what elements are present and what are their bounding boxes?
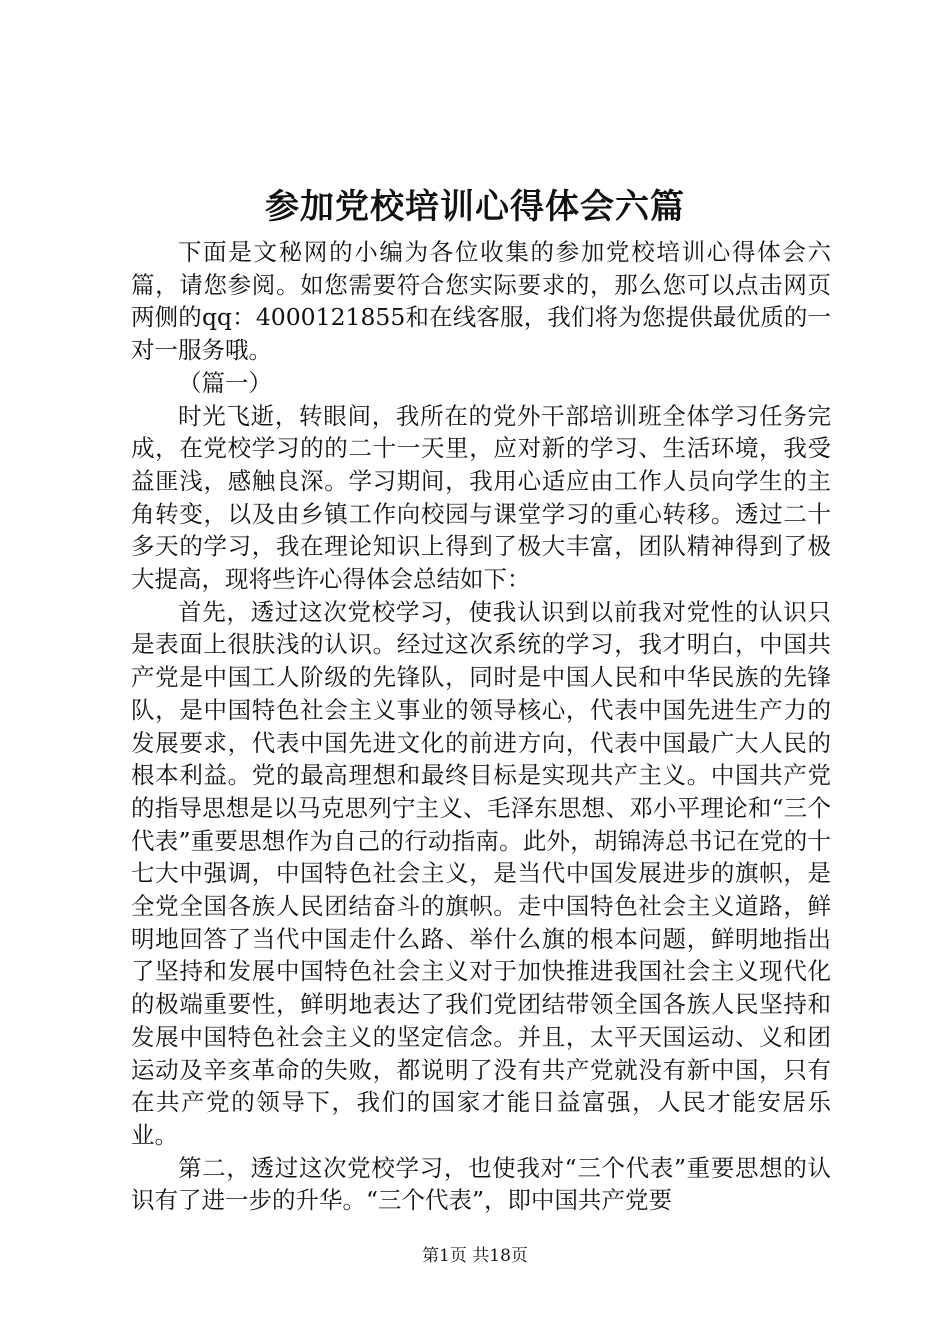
paragraph: 首先，透过这次党校学习，使我认识到以前我对党性的认识只是表面上很肤浅的认识。经过这次系统的学习，我才明白，中国共产党是中国工人阶级的先锋队，同时是中国人民和中华民族的先锋队，是中国特色社会主义事业的领导核心，代表中国先进生产力的发展要求，代表中国先进文化的前进方向，代表中国最广大人民的根本利益。党的最高理想和最终目标是实现共产主义。中国共产党的指导思想是以马克思列宁主义、毛泽东思想、邓小平理论和“三个代表”重要思想作为自己的行动指南。此外，胡锦涛总书记在党的十七大中强调，中国特色社会主义，是当代中国发展进步的旗帜，是全党全国各族人民团结奋斗的旗帜。走中国特色社会主义道路，鲜明地回答了当代中国走什么路、举什么旗的根本问题，鲜明地指出了坚持和发展中国特色社会主义对于加快推进我国社会主义现代化的极端重要性，鲜明地表达了我们党团结带领全国各族人民坚持和发展中国特色社会主义的坚定信念。并且，太平天国运动、义和团运动及辛亥革命的失败，都说明了没有共产党就没有新中国，只有在共产党的领导下，我们的国家才能日益富强，人民才能安居乐业。: [131, 597, 831, 1149]
document-body: [131, 236, 831, 1217]
paragraph: 第二，透过这次党校学习，也使我对“三个代表”重要思想的认识有了进一步的升华。“三个代表”，即中国共产党要: [131, 1153, 831, 1215]
page-number-footer: 第1页 共18页: [422, 1246, 528, 1266]
paragraph: 时光飞逝，转眼间，我所在的党外干部培训班全体学习任务完成，在党校学习的的二十一天里，应对新的学习、生活环境，我受益匪浅，感触良深。学习期间，我用心适应由工作人员向学生的主角转变，以及由乡镇工作向校园与课堂学习的重心转移。透过二十多天的学习，我在理论知识上得到了极大丰富，团队精神得到了极大提高，现将些许心得体会总结如下：: [131, 401, 831, 594]
paragraph-intro: 下面是文秘网的小编为各位收集的参加党校培训心得体会六篇，请您参阅。如您需要符合您实际要求的，那么您可以点击网页两侧的qq：4000121855和在线客服，我们将为您提供最优质的一对一服务哦。: [131, 238, 831, 365]
section-heading: （篇一）: [178, 368, 272, 397]
document-title: 参加党校培训心得体会六篇: [265, 187, 685, 227]
